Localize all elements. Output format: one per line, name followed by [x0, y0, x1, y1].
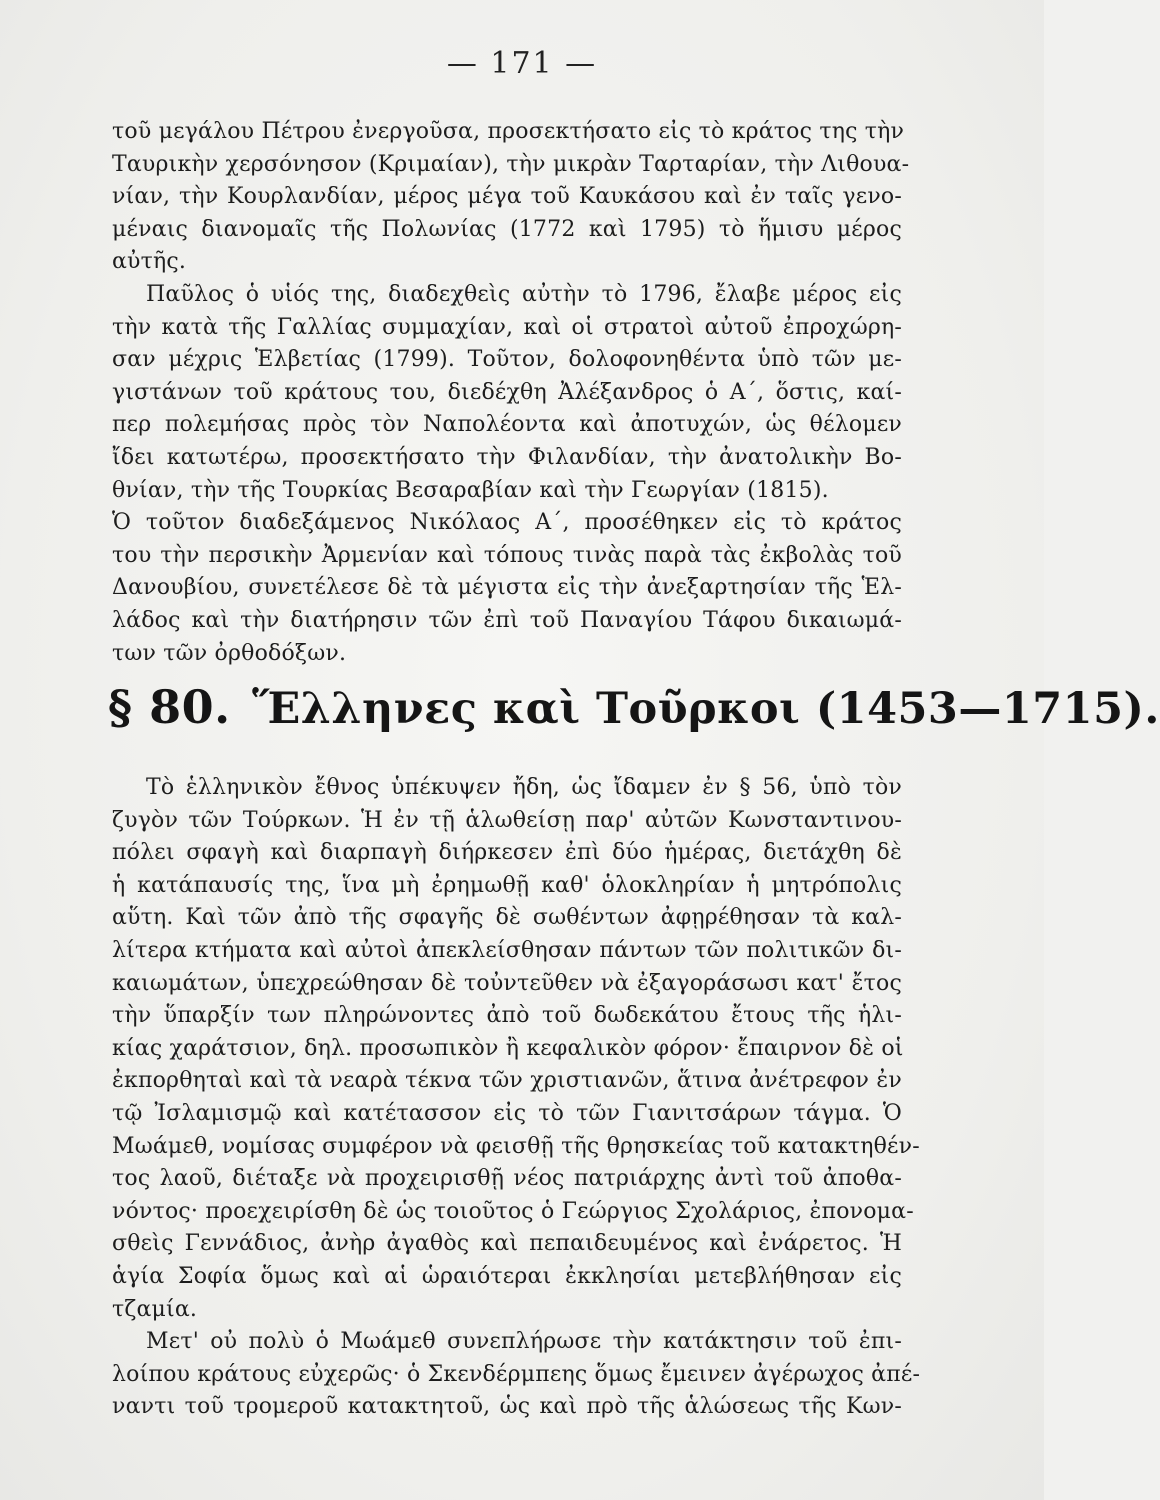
text-line: ἐκπορθηταὶ καὶ τὰ νεαρὰ τέκνα τῶν χριστιανῶν, ἅτινα ἀνέτρεφον ἐν: [112, 1068, 902, 1094]
text-line: ναντι τοῦ τρομεροῦ κατακτητοῦ, ὡς καὶ πρὸ τῆς ἁλώσεως τῆς Κων-: [112, 1394, 902, 1420]
text-line: ζυγὸν τῶν Τούρκων. Ἡ ἐν τῇ ἁλωθείσῃ παρ' αὐτῶν Κωνσταντινου-: [112, 807, 902, 833]
section-79-continuation: [112, 116, 910, 670]
text-line: καιωμάτων, ὑπεχρεώθησαν δὲ τοὐντεῦθεν νὰ ἐξαγοράσωσι κατ' ἔτος: [112, 970, 902, 996]
text-line: τὴν κατὰ τῆς Γαλλίας συμμαχίαν, καὶ οἱ στρατοὶ αὐτοῦ ἐπροχώρη-: [112, 314, 902, 340]
text-line: Ταυρικὴν χερσόνησον (Κριμαίαν), τὴν μικρὰν Ταρταρίαν, τὴν Λιθουα-: [112, 151, 910, 177]
text-line: νίαν, τὴν Κουρλανδίαν, μέρος μέγα τοῦ Καυκάσου καὶ ἐν ταῖς γενο-: [112, 184, 902, 210]
text-line: Παῦλος ὁ υἱός της, διαδεχθεὶς αὐτὴν τὸ 1796, ἔλαβε μέρος εἰς: [146, 281, 902, 307]
text-line: σαν μέχρις Ἑλβετίας (1799). Τοῦτον, δολοφονηθέντα ὑπὸ τῶν με-: [112, 347, 902, 373]
text-line: του τὴν περσικὴν Ἀρμενίαν καὶ τόπους τινὰς παρὰ τὰς ἐκβολὰς τοῦ: [112, 542, 902, 568]
text-line: Ὁ τοῦτον διαδεξάμενος Νικόλαος Α΄, προσέθηκεν εἰς τὸ κράτος: [112, 510, 902, 536]
text-line: Δανουβίου, συνετέλεσε δὲ τὰ μέγιστα εἰς τὴν ἀνεξαρτησίαν τῆς Ἑλ-: [112, 575, 902, 601]
text-line: αὐτῆς.: [112, 249, 187, 275]
text-line: τοῦ μεγάλου Πέτρου ἐνεργοῦσα, προσεκτήσατο εἰς τὸ κράτος της τὴν: [112, 119, 905, 144]
text-line: περ πολεμήσας πρὸς τὸν Ναπολέοντα καὶ ἀποτυχών, ὡς θέλομεν: [112, 412, 902, 438]
text-line: μέναις διανομαῖς τῆς Πολωνίας (1772 καὶ 1795) τὸ ἥμισυ μέρος: [112, 216, 902, 242]
text-line: νόντος· προεχειρίσθη δὲ ὡς τοιοῦτος ὁ Γεώργιος Σχολάριος, ἐπονομα-: [112, 1198, 914, 1224]
text-line: κίας χαράτσιον, δηλ. προσωπικὸν ἢ κεφαλικὸν φόρον· ἔπαιρνον δὲ οἱ: [112, 1035, 904, 1061]
text-line: Μωάμεθ, νομίσας συμφέρον νὰ φεισθῇ τῆς θρησκείας τοῦ κατακτηθέν-: [112, 1133, 920, 1159]
text-line: λίτερα κτήματα καὶ αὐτοὶ ἀπεκλείσθησαν πάντων τῶν πολιτικῶν δι-: [112, 937, 902, 963]
text-line: πόλει σφαγὴ καὶ διαρπαγὴ διήρκεσεν ἐπὶ δύο ἡμέρας, διετάχθη δὲ: [112, 840, 902, 866]
text-line: αὕτη. Καὶ τῶν ἀπὸ τῆς σφαγῆς δὲ σωθέντων ἀφῃρέθησαν τὰ καλ-: [112, 905, 902, 931]
text-line: των τῶν ὀρθοδόξων.: [112, 640, 347, 666]
section-mark: § 80.: [108, 680, 231, 734]
section-title: Ἕλληνες καὶ Τοῦρκοι (1453—1715).: [252, 684, 1160, 734]
text-line: Τὸ ἑλληνικὸν ἔθνος ὑπέκυψεν ἤδη, ὡς ἴδαμεν ἐν § 56, ὑπὸ τὸν: [146, 775, 902, 800]
section-heading: [108, 680, 1160, 734]
text-line: τος λαοῦ, διέταξε νὰ προχειρισθῇ νέος πατριάρχης ἀντὶ τοῦ ἀποθα-: [112, 1166, 902, 1192]
text-line: ἡ κατάπαυσίς της, ἵνα μὴ ἐρημωθῇ καθ' ὁλοκληρίαν ἡ μητρόπολις: [112, 872, 902, 898]
section-80-body: [112, 772, 921, 1424]
text-line: ἴδει κατωτέρω, προσεκτήσατο τὴν Φιλανδίαν, τὴν ἀνατολικὴν Βο-: [112, 444, 902, 470]
text-line: λοίπου κράτους εὐχερῶς· ὁ Σκενδέρμπεης ὅμως ἔμεινεν ἀγέρωχος ἀπέ-: [112, 1361, 921, 1387]
text-line: γιστάνων τοῦ κράτους του, διεδέχθη Ἀλέξανδρος ὁ Α΄, ὅστις, καί-: [112, 379, 902, 405]
text-line: τὴν ὕπαρξίν των πληρώνοντες ἀπὸ τοῦ δωδεκάτου ἔτους τῆς ἡλι-: [112, 1003, 902, 1029]
text-line: τῷ Ἰσλαμισμῷ καὶ κατέτασσον εἰς τὸ τῶν Γιανιτσάρων τάγμα. Ὁ: [112, 1100, 902, 1126]
text-line: λάδος καὶ τὴν διατήρησιν τῶν ἐπὶ τοῦ Παναγίου Τάφου δικαιωμά-: [112, 607, 902, 633]
text-line: Μετ' οὐ πολὺ ὁ Μωάμεθ συνεπλήρωσε τὴν κατάκτησιν τοῦ ἐπι-: [146, 1329, 902, 1355]
text-line: ἁγία Σοφία ὅμως καὶ αἱ ὡραιότεραι ἐκκλησίαι μετεβλήθησαν εἰς: [112, 1263, 902, 1289]
text-line: σθεὶς Γεννάδιος, ἀνὴρ ἀγαθὸς καὶ πεπαιδευμένος καὶ ἐνάρετος. Ἡ: [112, 1231, 902, 1257]
text-line: θνίαν, τὴν τῆς Τουρκίας Βεσαραβίαν καὶ τὴν Γεωργίαν (1815).: [112, 477, 829, 503]
text-line: τζαμία.: [112, 1296, 198, 1322]
page-number: — 171 —: [446, 46, 598, 81]
